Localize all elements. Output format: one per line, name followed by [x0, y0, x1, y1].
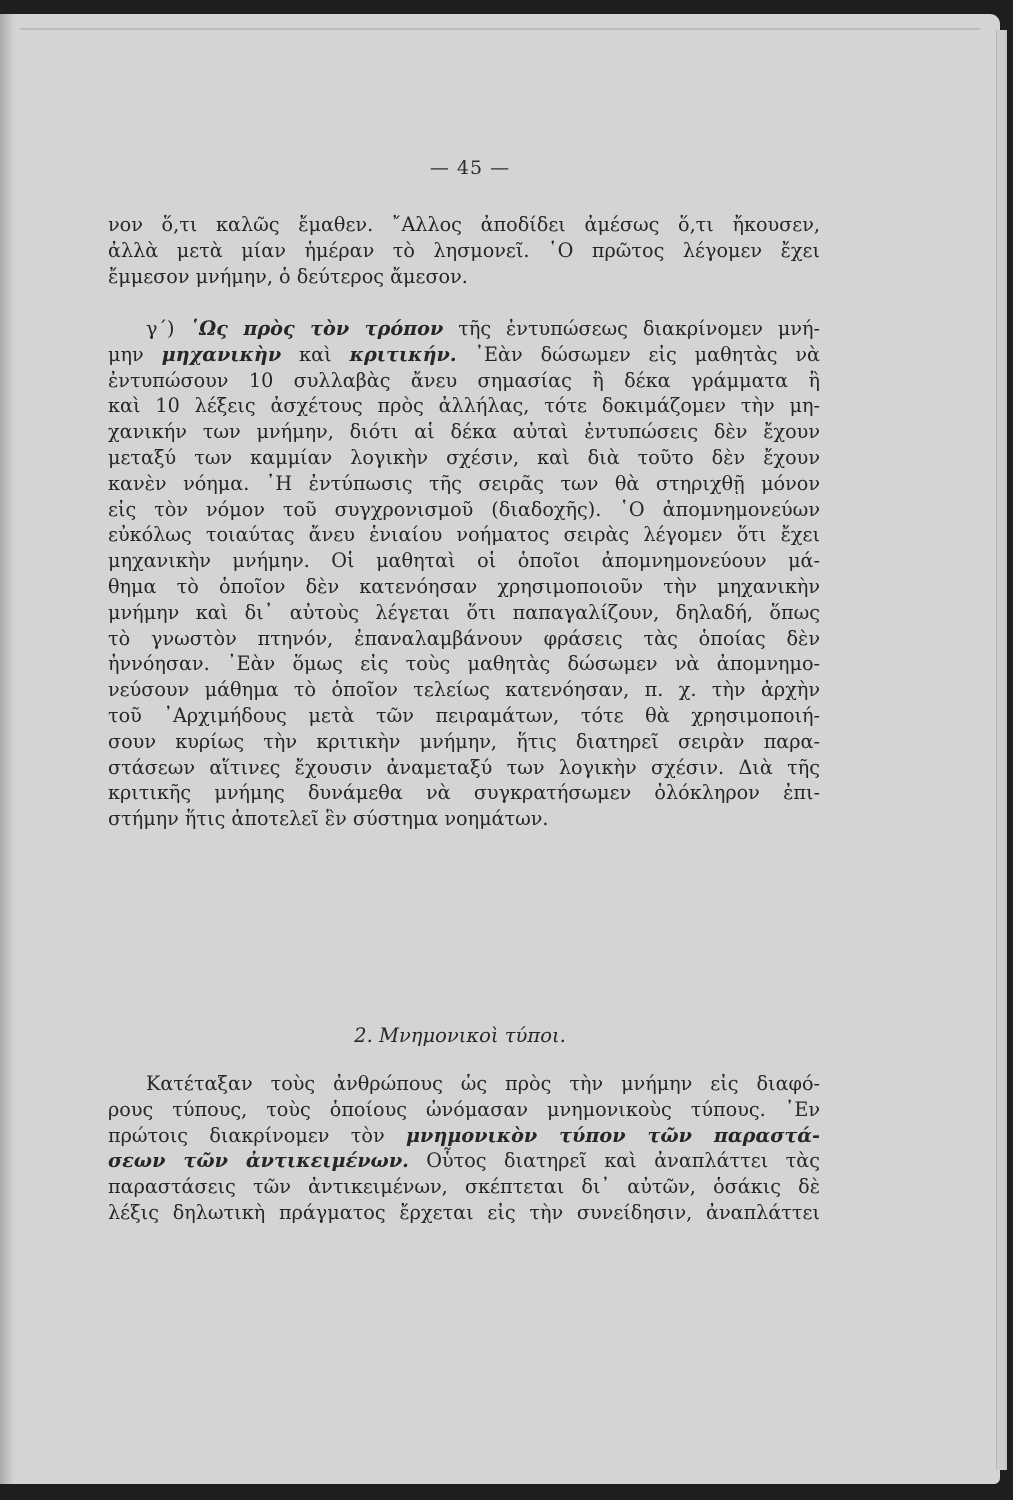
- paragraph-memory-impression: [108, 316, 820, 832]
- text-line: κανὲν νόημα. ῾Η ἐντύπωσις τῆς σειρᾶς των θὰ στηριχθῇ μόνον: [108, 471, 820, 495]
- text-line: τὸ γνωστὸν πτηνόν, ἐπαναλαμβάνουν φράσεις τὰς ὁποίας δὲν: [108, 626, 820, 650]
- text-line: μεταξύ των καμμίαν λογικὴν σχέσιν, καὶ διὰ τοῦτο δὲν ἔχουν: [108, 445, 820, 469]
- text-line: νον ὅ,τι καλῶς ἔμαθεν. ῎Αλλος ἀποδίδει ἀμέσως ὅ,τι ἤκουσεν,: [108, 213, 820, 236]
- paragraph-memory-types: [108, 1071, 820, 1226]
- text-line: ἠννόησαν. ᾿Εὰν ὅμως εἰς τοὺς μαθητὰς δώσωμεν νὰ ἀπομνημο-: [108, 652, 820, 676]
- emphasis-text: μηχανικὴν: [161, 342, 282, 366]
- emphasis-text: κριτικήν.: [349, 342, 457, 366]
- text-line: νεύσουν μάθημα τὸ ὁποῖον τελείως κατενόησαν, π. χ. τὴν ἀρχὴν: [108, 678, 820, 702]
- text-span: Οὗτος διατηρεῖ καὶ ἀναπλάττει τὰς: [426, 1149, 820, 1173]
- text-line: λέξις δηλωτικὴ πράγματος ἔρχεται εἰς τὴν συνείδησιν, ἀναπλάττει: [108, 1200, 820, 1224]
- text-line: στήμην ἥτις ἀποτελεῖ ἓν σύστημα νοημάτων.: [108, 807, 549, 831]
- text-line: [108, 342, 820, 368]
- page-fold-line: [20, 28, 980, 30]
- text-line: ἀλλὰ μετὰ μίαν ἡμέραν τὸ λησμονεῖ. ῾Ο πρῶτος λέγομεν ἔχει: [108, 238, 820, 262]
- item-marker: γ΄): [146, 317, 175, 340]
- text-span: πρώτοις διακρίνομεν τὸν: [108, 1123, 385, 1147]
- page-stack-edge: [996, 30, 1007, 1470]
- emphasis-text: μνημονικὸν τύπον τῶν παραστά-: [405, 1123, 820, 1147]
- page-gutter-shadow: [0, 14, 14, 1484]
- text-line: ρους τύπους, τοὺς ὁποίους ὠνόμασαν μνημονικοὺς τύπους. ᾿Εν: [108, 1097, 820, 1121]
- text-line: παραστάσεις τῶν ἀντικειμένων, σκέπτεται δι᾿ αὐτῶν, ὁσάκις δὲ: [108, 1175, 820, 1199]
- text-span: καὶ: [299, 342, 332, 366]
- emphasis-text: σεων τῶν ἀντικειμένων.: [108, 1149, 409, 1173]
- page-number: — 45 —: [429, 157, 511, 179]
- text-line: μηχανικὴν μνήμην. Οἱ μαθηταὶ οἱ ὁποῖοι ἀπομνημονεύουν μά-: [108, 549, 820, 573]
- text-line: στάσεων αἵτινες ἔχουσιν ἀναμεταξύ των λογικὴν σχέσιν. Διὰ τῆς: [108, 755, 820, 779]
- text-line: σουν κυρίως τὴν κριτικὴν μνήμην, ἥτις διατηρεῖ σειρὰν παρα-: [108, 729, 820, 753]
- text-line: ἔμμεσον μνήμην, ὁ δεύτερος ἄμεσον.: [108, 264, 468, 288]
- text-span: μην: [108, 342, 144, 366]
- text-line: [108, 1123, 820, 1149]
- emphasis-text: ῾Ως πρὸς τὸν τρόπον: [189, 317, 444, 340]
- text-line: καὶ 10 λέξεις ἀσχέτους πρὸς ἀλλήλας, τότε δοκιμάζομεν τὴν μη-: [108, 394, 820, 418]
- paragraph-continuation: [108, 212, 820, 289]
- text-span: ᾿Εὰν δώσωμεν εἰς μαθητὰς νὰ: [474, 342, 821, 366]
- text-line: μνήμην καὶ δι᾿ αὐτοὺς λέγεται ὅτι παπαγαλίζουν, δηλαδή, ὅπως: [108, 600, 820, 624]
- text-line: θημα τὸ ὁποῖον δὲν κατενόησαν χρησιμοποιοῦν τὴν μηχανικὴν: [108, 574, 820, 598]
- text-line: χανικήν των μνήμην, διότι αἱ δέκα αὐταὶ ἐντυπώσεις δὲν ἔχουν: [108, 420, 820, 444]
- text-line: εὐκόλως τοιαύτας ἄνευ ἑνιαίου νοήματος σειρὰς λέγομεν ὅτι ἔχει: [108, 523, 820, 547]
- text-span: τῆς ἐντυπώσεως διακρίνομεν μνή-: [458, 317, 820, 340]
- text-line: Κατέταξαν τοὺς ἀνθρώπους ὡς πρὸς τὴν μνήμην εἰς διαφό-: [146, 1072, 820, 1095]
- text-line: εἰς τὸν νόμον τοῦ συγχρονισμοῦ (διαδοχῆς). ῾Ο ἀπομνημονεύων: [108, 497, 820, 521]
- text-line: [108, 316, 820, 342]
- section-heading: 2. Μνημονικοὶ τύποι.: [354, 1024, 566, 1047]
- text-line: τοῦ ᾿Αρχιμήδους μετὰ τῶν πειραμάτων, τότε θὰ χρησιμοποιή-: [108, 703, 820, 727]
- text-line: [108, 1148, 820, 1174]
- text-line: ἐντυπώσουν 10 συλλαβὰς ἄνευ σημασίας ἢ δέκα γράμματα ἢ: [108, 368, 820, 392]
- text-line: κριτικῆς μνήμης δυνάμεθα νὰ συγκρατήσωμεν ὁλόκληρον ἐπι-: [108, 781, 820, 805]
